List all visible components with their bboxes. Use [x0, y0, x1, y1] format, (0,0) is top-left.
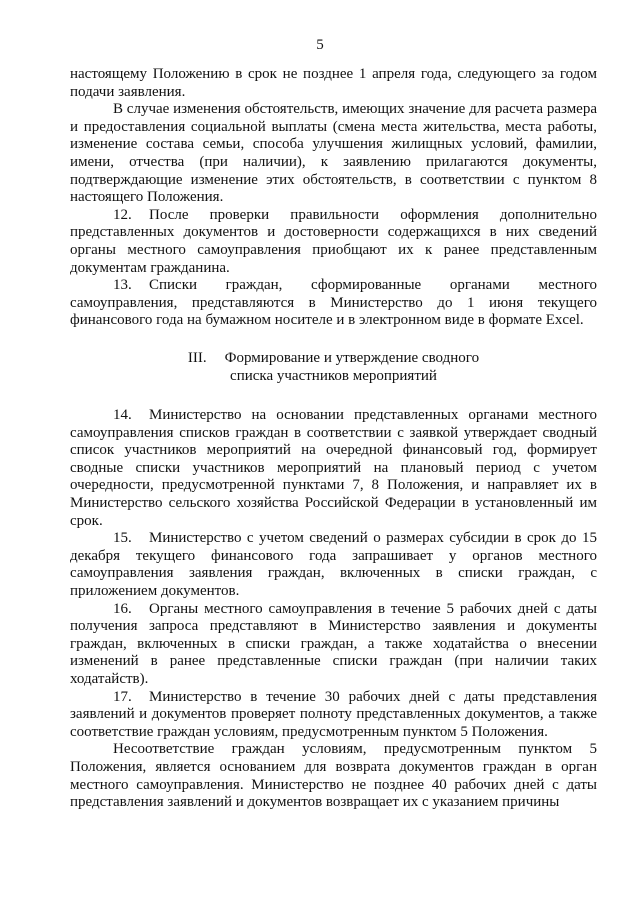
paragraph-number: 15.: [113, 530, 132, 547]
section-title-line2: списка участников мероприятий: [230, 367, 437, 384]
paragraphs-top: [70, 66, 597, 330]
paragraph: [70, 741, 597, 811]
paragraph-number: 13.: [113, 277, 132, 294]
paragraph: [70, 277, 597, 330]
section-number: III.: [187, 349, 207, 366]
section-title-line1: Формирование и утверждение сводного: [224, 349, 480, 366]
paragraph-number: 16.: [113, 600, 132, 617]
paragraph: [70, 601, 597, 689]
paragraphs-bottom: [70, 407, 597, 812]
paragraph: [70, 207, 597, 277]
paragraph-number: 14.: [113, 407, 132, 424]
paragraph: [70, 101, 597, 207]
paragraph-text: Несоответствие граждан условиям, предусмотренным пунктом 5 Положения, является основанием для возврата документов граждан в орган местного самоуправления. Министерство не позднее 40 рабочих дней с даты представления заявлений и документов возвращает их с указанием причины: [70, 741, 597, 811]
paragraph-number: 17.: [113, 688, 132, 705]
paragraph-number: 12.: [113, 206, 132, 223]
paragraph-text: Министерство с учетом сведений о размерах субсидии в срок до 15 декабря текущего финансового года запрашивает у органов местного самоуправления заявления граждан, включенных в списки граждан, с приложением документов.: [70, 530, 597, 600]
document-body: [70, 66, 597, 812]
paragraph: [70, 66, 597, 101]
page-number: 5: [316, 37, 324, 53]
paragraph: [70, 689, 597, 742]
paragraph: [70, 407, 597, 530]
paragraph-text: Списки граждан, сформированные органами местного самоуправления, представляются в Министерство до 1 июня текущего финансового года на бумажном носителе и в электронном виде в формате Excel.: [70, 277, 597, 329]
paragraph: [70, 530, 597, 600]
paragraph-text: Органы местного самоуправления в течение 5 рабочих дней с даты получения запроса представляют в Министерство заявления и документы граждан, включенных в списки граждан, а также ходатайства о внесении изменений в ранее представленные списки граждан (при наличии таких ходатайств).: [70, 600, 597, 687]
paragraph-text: Министерство на основании представленных органами местного самоуправления списков граждан в соответствии с заявкой утверждает сводный список участников мероприятий на очередной финансовый год, формирует сводные списки участников мероприятий на плановый период с учетом очередности, предусмотренной пунктами 7, 8 Положения, и направляет их в Министерство сельского хозяйства Российской Федерации в установленный им срок.: [70, 407, 597, 529]
paragraph-text: После проверки правильности оформления дополнительно представленных документов и достоверности содержащихся в них сведений органы местного самоуправления приобщают их к ранее представленным документам гражданина.: [70, 206, 597, 276]
paragraph-text: настоящему Положению в срок не позднее 1 апреля года, следующего за годом подачи заявления.: [70, 66, 597, 100]
paragraph-text: В случае изменения обстоятельств, имеющих значение для расчета размера и предоставления социальной выплаты (смена места жительства, места работы, изменение состава семьи, способа улучшения жилищных условий, фамилии, имени, отчества (при наличии), к заявлению прилагаются документы, подтверждающие изменение этих обстоятельств, в соответствии с пунктом 8 настоящего Положения.: [70, 101, 597, 206]
paragraph-text: Министерство в течение 30 рабочих дней с даты представления заявлений и документов проверяет полноту представленных документов, а также соответствие граждан условиям, предусмотренным пунктом 5 Положения.: [70, 688, 597, 740]
section-heading: [70, 350, 597, 385]
